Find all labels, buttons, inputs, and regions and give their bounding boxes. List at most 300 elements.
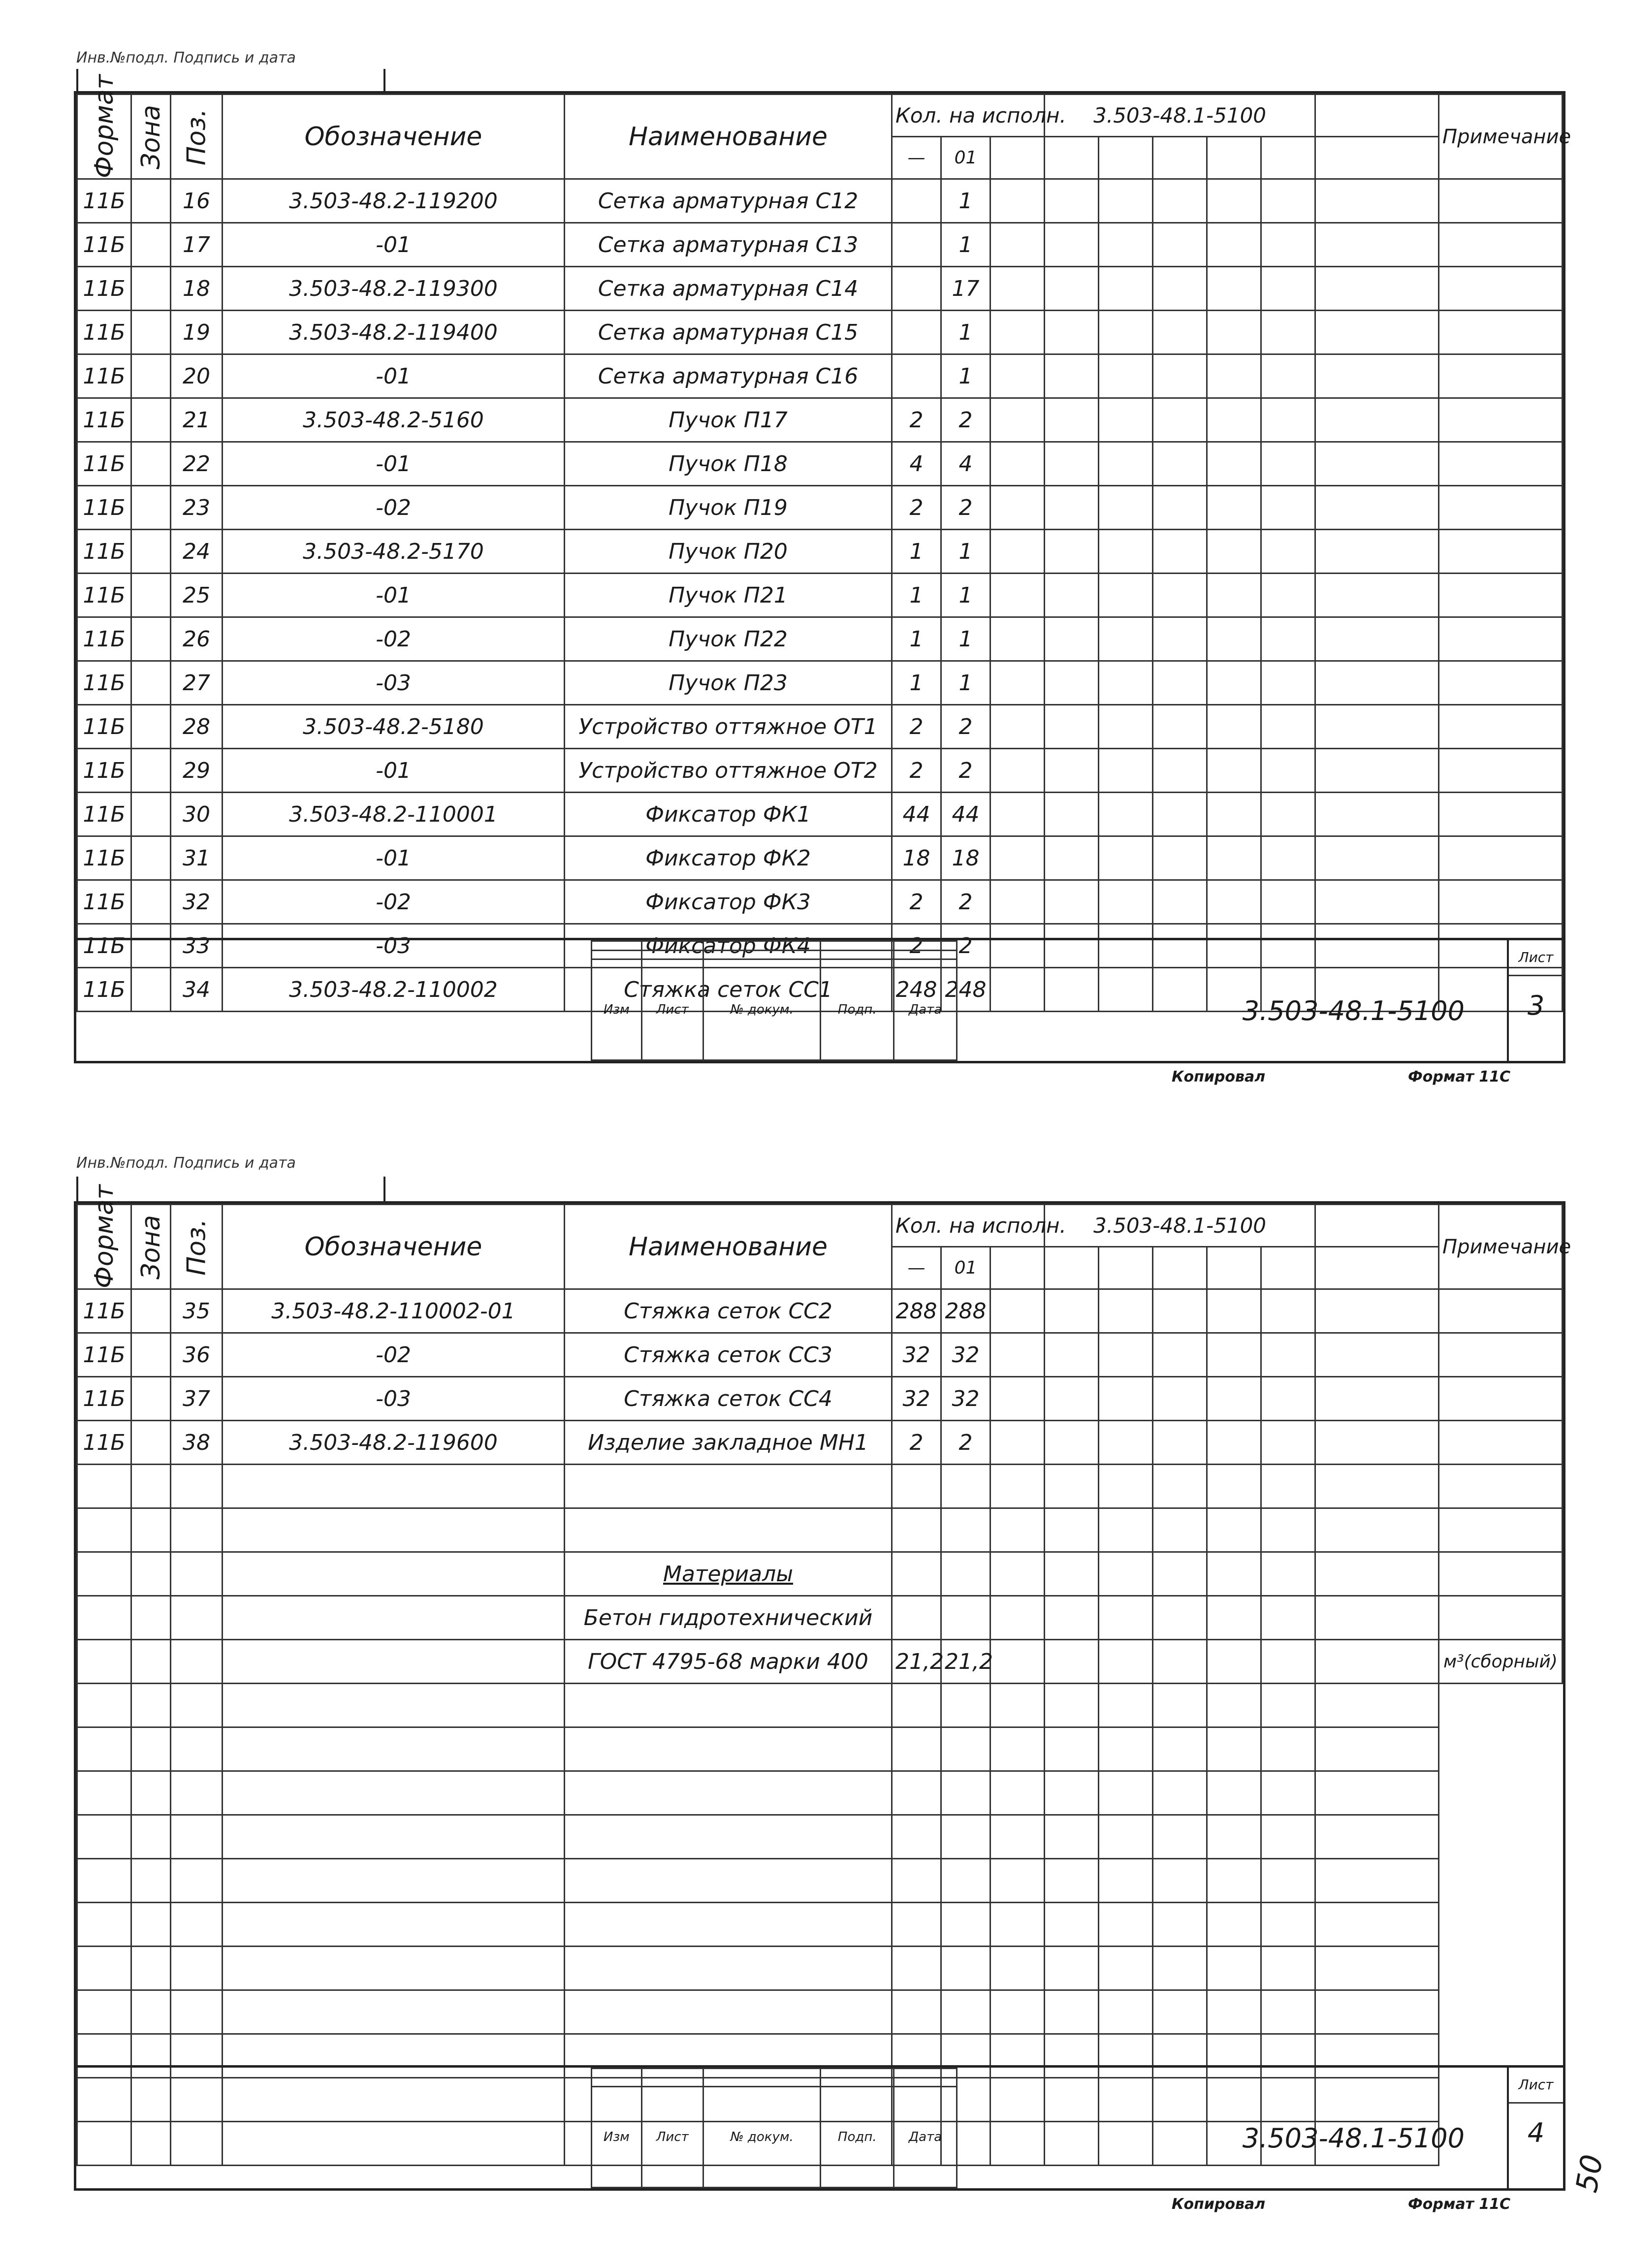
qty-empty-cell [990, 617, 1045, 661]
designation-cell: 3.503-48.2-5180 [223, 705, 565, 749]
position-cell [171, 1508, 223, 1552]
qty-empty-cell [990, 1640, 1045, 1684]
table-header-row [77, 95, 1563, 137]
note-cell [1439, 530, 1563, 574]
qty-variant-01-cell: 1 [941, 530, 990, 574]
table-row [77, 880, 1563, 924]
empty-cell [565, 1771, 892, 1815]
qty-empty-cell [1153, 1596, 1207, 1640]
position-cell: 17 [171, 223, 223, 267]
qty-empty-cell [1153, 1552, 1207, 1596]
qty-variant-dash-cell: 288 [892, 1289, 941, 1333]
qty-variant-01-cell: 2 [941, 749, 990, 793]
position-cell: 18 [171, 267, 223, 311]
empty-cell [1207, 1859, 1261, 1903]
table-row [77, 223, 1563, 267]
zone-cell [131, 311, 171, 354]
name-cell: Пучок П20 [565, 530, 892, 574]
empty-cell [1153, 1859, 1207, 1903]
designation-cell [223, 1465, 565, 1508]
position-cell: 27 [171, 661, 223, 705]
qty-empty-cell [990, 1552, 1045, 1596]
qty-empty-cell [1045, 398, 1099, 442]
name-cell: Изделие закладное МН1 [565, 1421, 892, 1465]
qty-empty-cell [1153, 398, 1207, 442]
signature-stamp-label: Инв.№подл. Подпись и дата [76, 49, 296, 66]
position-cell: 30 [171, 793, 223, 836]
table-row [77, 1990, 1563, 2034]
qty-empty-cell [1261, 354, 1315, 398]
note-cell [1439, 1508, 1563, 1552]
qty-empty-cell [990, 311, 1045, 354]
note-cell [1439, 1465, 1563, 1508]
qty-variant-dash-cell [892, 354, 941, 398]
name-cell: Фиксатор ФК3 [565, 880, 892, 924]
table-row [77, 1333, 1563, 1377]
qty-empty-cell [1099, 530, 1153, 574]
name-cell: Стяжка сеток СС4 [565, 1377, 892, 1421]
qty-empty-cell [1207, 1377, 1261, 1421]
note-cell [1439, 1289, 1563, 1333]
position-cell: 26 [171, 617, 223, 661]
table-row [77, 1771, 1563, 1815]
qty-empty-cell [1153, 442, 1207, 486]
qty-variant-01-cell: 2 [941, 705, 990, 749]
zone-cell [131, 705, 171, 749]
empty-cell [990, 1684, 1045, 1727]
qty-empty-cell [1045, 530, 1099, 574]
qty-empty-cell [990, 661, 1045, 705]
qty-variant-01-cell: 1 [941, 354, 990, 398]
qty-variant-01-cell [941, 1508, 990, 1552]
empty-cell [1207, 1903, 1261, 1947]
qty-empty-cell [1315, 1552, 1439, 1596]
qty-empty-cell [990, 836, 1045, 880]
zone-cell [131, 267, 171, 311]
empty-cell [1315, 1903, 1439, 1947]
designation-cell: 3.503-48.2-5170 [223, 530, 565, 574]
format-cell: 11Б [77, 924, 131, 968]
name-cell [565, 1465, 892, 1508]
qty-empty-cell [1207, 880, 1261, 924]
empty-cell [131, 1947, 171, 1990]
format-cell [77, 1596, 131, 1640]
qty-variant-01-cell [941, 1552, 990, 1596]
position-cell: 25 [171, 574, 223, 617]
name-cell: Сетка арматурная С16 [565, 354, 892, 398]
zone-cell [131, 486, 171, 530]
empty-cell [1261, 1684, 1315, 1727]
format-cell [77, 1465, 131, 1508]
empty-cell [941, 1859, 990, 1903]
designation-cell: -03 [223, 1377, 565, 1421]
qty-empty-cell [990, 1377, 1045, 1421]
name-cell: Сетка арматурная С15 [565, 311, 892, 354]
empty-cell [171, 1771, 223, 1815]
empty-cell [1261, 1859, 1315, 1903]
zone-cell [131, 1465, 171, 1508]
revision-label: Лист [641, 959, 703, 1060]
designation-cell: -01 [223, 442, 565, 486]
format-cell: 11Б [77, 267, 131, 311]
position-cell: 16 [171, 179, 223, 223]
qty-empty-cell [1045, 1596, 1099, 1640]
designation-cell [223, 1552, 565, 1596]
qty-empty-cell [1261, 1640, 1315, 1684]
qty-empty-cell [990, 398, 1045, 442]
qty-empty-cell [1207, 1552, 1261, 1596]
qty-variant-01-cell: 21,2 [941, 1640, 990, 1684]
zone-cell [131, 574, 171, 617]
sheet-number: 4 [1527, 2117, 1545, 2148]
qty-empty-cell [1315, 1333, 1439, 1377]
qty-variant-dash-cell [892, 311, 941, 354]
qty-empty-cell [1207, 442, 1261, 486]
position-cell [171, 1465, 223, 1508]
qty-empty-cell [1153, 179, 1207, 223]
qty-variant-dash-cell: 4 [892, 442, 941, 486]
qty-variant-dash-cell [892, 179, 941, 223]
qty-empty-cell [1099, 398, 1153, 442]
revision-grid-2 [591, 2068, 958, 2188]
header-zone: Зона [131, 1205, 171, 1289]
spec-sheet-2 [74, 1184, 1571, 2191]
header-qty: Кол. на исполн. [892, 1205, 1045, 1247]
qty-empty-cell [990, 880, 1045, 924]
qty-variant-dash-cell: 44 [892, 793, 941, 836]
sheet-label: Лист [1509, 2068, 1563, 2104]
note-cell [1439, 617, 1563, 661]
designation-cell: -03 [223, 661, 565, 705]
name-cell: Фиксатор ФК4 [565, 924, 892, 968]
qty-empty-cell [1315, 749, 1439, 793]
position-cell: 36 [171, 1333, 223, 1377]
empty-cell [1261, 1727, 1315, 1771]
sheet-label: Лист [1509, 940, 1563, 976]
table-row [77, 354, 1563, 398]
designation-cell: -01 [223, 836, 565, 880]
qty-variant-dash-cell: 18 [892, 836, 941, 880]
name-cell [565, 1508, 892, 1552]
empty-cell [1153, 1771, 1207, 1815]
qty-empty-cell [1045, 1508, 1099, 1552]
format-cell: 11Б [77, 793, 131, 836]
designation-cell [223, 1596, 565, 1640]
empty-cell [1261, 1815, 1315, 1859]
empty-cell [131, 1815, 171, 1859]
table-row [77, 442, 1563, 486]
table-row [77, 1727, 1563, 1771]
qty-empty-cell [1153, 530, 1207, 574]
qty-empty-cell [990, 749, 1045, 793]
qty-empty-cell [990, 530, 1045, 574]
table-row [77, 749, 1563, 793]
qty-empty-cell [990, 486, 1045, 530]
empty-cell [171, 1859, 223, 1903]
qty-empty-cell [1207, 1465, 1261, 1508]
zone-cell [131, 661, 171, 705]
qty-empty-cell [1315, 574, 1439, 617]
qty-empty-cell [1207, 1508, 1261, 1552]
qty-empty-cell [1045, 486, 1099, 530]
note-cell [1439, 486, 1563, 530]
qty-empty-cell [1099, 793, 1153, 836]
qty-empty-cell [1099, 354, 1153, 398]
qty-variant-dash-cell: 32 [892, 1333, 941, 1377]
qty-empty-cell [1045, 793, 1099, 836]
qty-empty-cell [1261, 705, 1315, 749]
qty-variant-01-cell: 18 [941, 836, 990, 880]
empty-cell [892, 1727, 941, 1771]
format-cell: 11Б [77, 749, 131, 793]
empty-cell [171, 1815, 223, 1859]
table-row [77, 1508, 1563, 1552]
qty-empty-cell [1045, 267, 1099, 311]
qty-empty-cell [1045, 617, 1099, 661]
position-cell: 32 [171, 880, 223, 924]
table-row [77, 398, 1563, 442]
empty-cell [131, 1727, 171, 1771]
qty-variant-01-cell: 32 [941, 1377, 990, 1421]
sheet-number-cell [1507, 2068, 1563, 2188]
position-cell: 19 [171, 311, 223, 354]
empty-cell [171, 1990, 223, 2034]
qty-empty-cell [1153, 1640, 1207, 1684]
revision-label: Изм [592, 2087, 642, 2188]
header-variant-01: 01 [941, 1247, 990, 1289]
name-cell: Фиксатор ФК2 [565, 836, 892, 880]
empty-cell [1099, 1771, 1153, 1815]
table-row [77, 267, 1563, 311]
qty-variant-01-cell: 2 [941, 398, 990, 442]
name-cell: Пучок П23 [565, 661, 892, 705]
qty-empty-cell [1315, 1596, 1439, 1640]
qty-empty-cell [990, 793, 1045, 836]
qty-empty-cell [1207, 398, 1261, 442]
table-row [77, 1421, 1563, 1465]
qty-empty-cell [1315, 617, 1439, 661]
qty-empty-cell [1261, 179, 1315, 223]
qty-empty-cell [1207, 705, 1261, 749]
qty-empty-cell [1315, 1421, 1439, 1465]
note-cell [1439, 354, 1563, 398]
format-cell: 11Б [77, 1377, 131, 1421]
header-qty: Кол. на исполн. [892, 95, 1045, 137]
empty-cell [990, 1727, 1045, 1771]
revision-label: Подп. [821, 959, 894, 1060]
revision-label: Подп. [821, 2087, 894, 2188]
note-cell [1439, 223, 1563, 267]
empty-cell [1315, 1771, 1439, 1815]
name-cell: Сетка арматурная С14 [565, 267, 892, 311]
qty-variant-01-cell: 1 [941, 617, 990, 661]
header-pos: Поз. [171, 95, 223, 179]
empty-cell [1153, 1947, 1207, 1990]
format-cell: 11Б [77, 398, 131, 442]
empty-cell [1315, 1684, 1439, 1727]
copied-label: Копировал [1172, 1068, 1266, 1086]
qty-empty-cell [1261, 661, 1315, 705]
qty-variant-01-cell: 1 [941, 311, 990, 354]
qty-empty-cell [1315, 223, 1439, 267]
empty-cell [565, 1990, 892, 2034]
format-cell: 11Б [77, 661, 131, 705]
note-cell [1439, 749, 1563, 793]
qty-empty-cell [1207, 530, 1261, 574]
empty-cell [131, 1990, 171, 2034]
format-cell: 11Б [77, 486, 131, 530]
qty-empty-cell [1045, 1465, 1099, 1508]
designation-cell: -01 [223, 354, 565, 398]
qty-empty-cell [1315, 398, 1439, 442]
document-number: 3.503-48.1-5100 [1242, 995, 1465, 1026]
zone-cell [131, 793, 171, 836]
qty-empty-cell [1045, 1377, 1099, 1421]
note-cell [1439, 1377, 1563, 1421]
qty-empty-cell [1261, 1508, 1315, 1552]
qty-empty-cell [1315, 354, 1439, 398]
empty-cell [565, 1947, 892, 1990]
position-cell: 23 [171, 486, 223, 530]
format-cell: 11Б [77, 179, 131, 223]
qty-variant-dash-cell: 1 [892, 530, 941, 574]
qty-empty-cell [1207, 223, 1261, 267]
qty-empty-cell [1099, 486, 1153, 530]
zone-cell [131, 749, 171, 793]
header-variant-dash: — [892, 137, 941, 179]
table-row [77, 705, 1563, 749]
qty-variant-01-cell: 1 [941, 574, 990, 617]
qty-empty-cell [1207, 1333, 1261, 1377]
name-cell: Стяжка сеток СС3 [565, 1333, 892, 1377]
table-row [77, 1640, 1563, 1684]
note-cell [1439, 179, 1563, 223]
qty-empty-cell [1261, 311, 1315, 354]
table-row [77, 530, 1563, 574]
qty-empty-cell [1207, 354, 1261, 398]
qty-empty-cell [990, 1596, 1045, 1640]
empty-cell [223, 1771, 565, 1815]
empty-cell [941, 1727, 990, 1771]
format-cell: 11Б [77, 530, 131, 574]
note-cell [1439, 836, 1563, 880]
spec-sheet-1 [74, 74, 1571, 1063]
position-cell: 29 [171, 749, 223, 793]
name-cell: Фиксатор ФК1 [565, 793, 892, 836]
qty-empty-cell [1099, 1465, 1153, 1508]
empty-cell [223, 1990, 565, 2034]
qty-empty-cell [1207, 179, 1261, 223]
zone-cell [131, 179, 171, 223]
qty-empty-cell [1045, 1289, 1099, 1333]
note-cell: м³(сборный) [1439, 1640, 1563, 1684]
designation-cell: 3.503-48.2-119400 [223, 311, 565, 354]
revision-label: Лист [641, 2087, 703, 2188]
position-cell: 31 [171, 836, 223, 880]
format-cell: 11Б [77, 836, 131, 880]
qty-empty-cell [1099, 749, 1153, 793]
zone-cell [131, 354, 171, 398]
qty-empty-cell [990, 705, 1045, 749]
format-cell: 11Б [77, 880, 131, 924]
empty-cell [990, 1947, 1045, 1990]
format-cell: 11Б [77, 442, 131, 486]
name-cell: Пучок П22 [565, 617, 892, 661]
header-note: Примечание [1439, 1205, 1563, 1289]
qty-empty-cell [1261, 617, 1315, 661]
empty-cell [77, 1771, 131, 1815]
position-cell [171, 1552, 223, 1596]
format-label: Формат 11С [1408, 1068, 1511, 1086]
qty-empty-cell [1261, 880, 1315, 924]
qty-empty-cell [1099, 311, 1153, 354]
qty-empty-cell [1153, 1465, 1207, 1508]
name-cell: Пучок П21 [565, 574, 892, 617]
note-cell [1439, 705, 1563, 749]
qty-empty-cell [1099, 1640, 1153, 1684]
qty-empty-cell [1045, 442, 1099, 486]
qty-empty-cell [1045, 836, 1099, 880]
designation-cell: 3.503-48.2-5160 [223, 398, 565, 442]
qty-empty-cell [990, 223, 1045, 267]
qty-empty-cell [1045, 1333, 1099, 1377]
zone-cell [131, 880, 171, 924]
empty-cell [1099, 1990, 1153, 2034]
header-doc: 3.503-48.1-5100 [1045, 95, 1315, 137]
qty-empty-cell [1099, 1508, 1153, 1552]
qty-variant-dash-cell: 32 [892, 1377, 941, 1421]
empty-cell [1153, 1727, 1207, 1771]
designation-cell: -02 [223, 617, 565, 661]
empty-cell [77, 1990, 131, 2034]
revision-label: Дата [894, 959, 957, 1060]
empty-cell [77, 1859, 131, 1903]
position-cell: 20 [171, 354, 223, 398]
position-cell: 24 [171, 530, 223, 574]
qty-empty-cell [1099, 1333, 1153, 1377]
qty-empty-cell [1153, 793, 1207, 836]
empty-cell [1045, 1859, 1099, 1903]
qty-empty-cell [1099, 267, 1153, 311]
qty-empty-cell [1315, 530, 1439, 574]
empty-cell [1261, 1990, 1315, 2034]
qty-empty-cell [1261, 223, 1315, 267]
qty-variant-01-cell: 1 [941, 661, 990, 705]
qty-variant-01-cell [941, 1596, 990, 1640]
qty-empty-cell [1099, 442, 1153, 486]
qty-empty-cell [1045, 311, 1099, 354]
position-cell [171, 1596, 223, 1640]
qty-empty-cell [1315, 1289, 1439, 1333]
qty-empty-cell [1207, 1421, 1261, 1465]
qty-variant-dash-cell: 2 [892, 486, 941, 530]
empty-cell [223, 1859, 565, 1903]
qty-empty-cell [1261, 1465, 1315, 1508]
empty-cell [77, 1815, 131, 1859]
name-cell: ГОСТ 4795-68 марки 400 [565, 1640, 892, 1684]
qty-empty-cell [1099, 179, 1153, 223]
empty-cell [892, 1771, 941, 1815]
empty-cell [1207, 1684, 1261, 1727]
empty-cell [1315, 1990, 1439, 2034]
qty-empty-cell [1153, 661, 1207, 705]
qty-empty-cell [1099, 1552, 1153, 1596]
format-cell: 11Б [77, 968, 131, 1012]
format-cell: 11Б [77, 617, 131, 661]
table-row [77, 1465, 1563, 1508]
format-cell: 11Б [77, 354, 131, 398]
zone-cell [131, 442, 171, 486]
